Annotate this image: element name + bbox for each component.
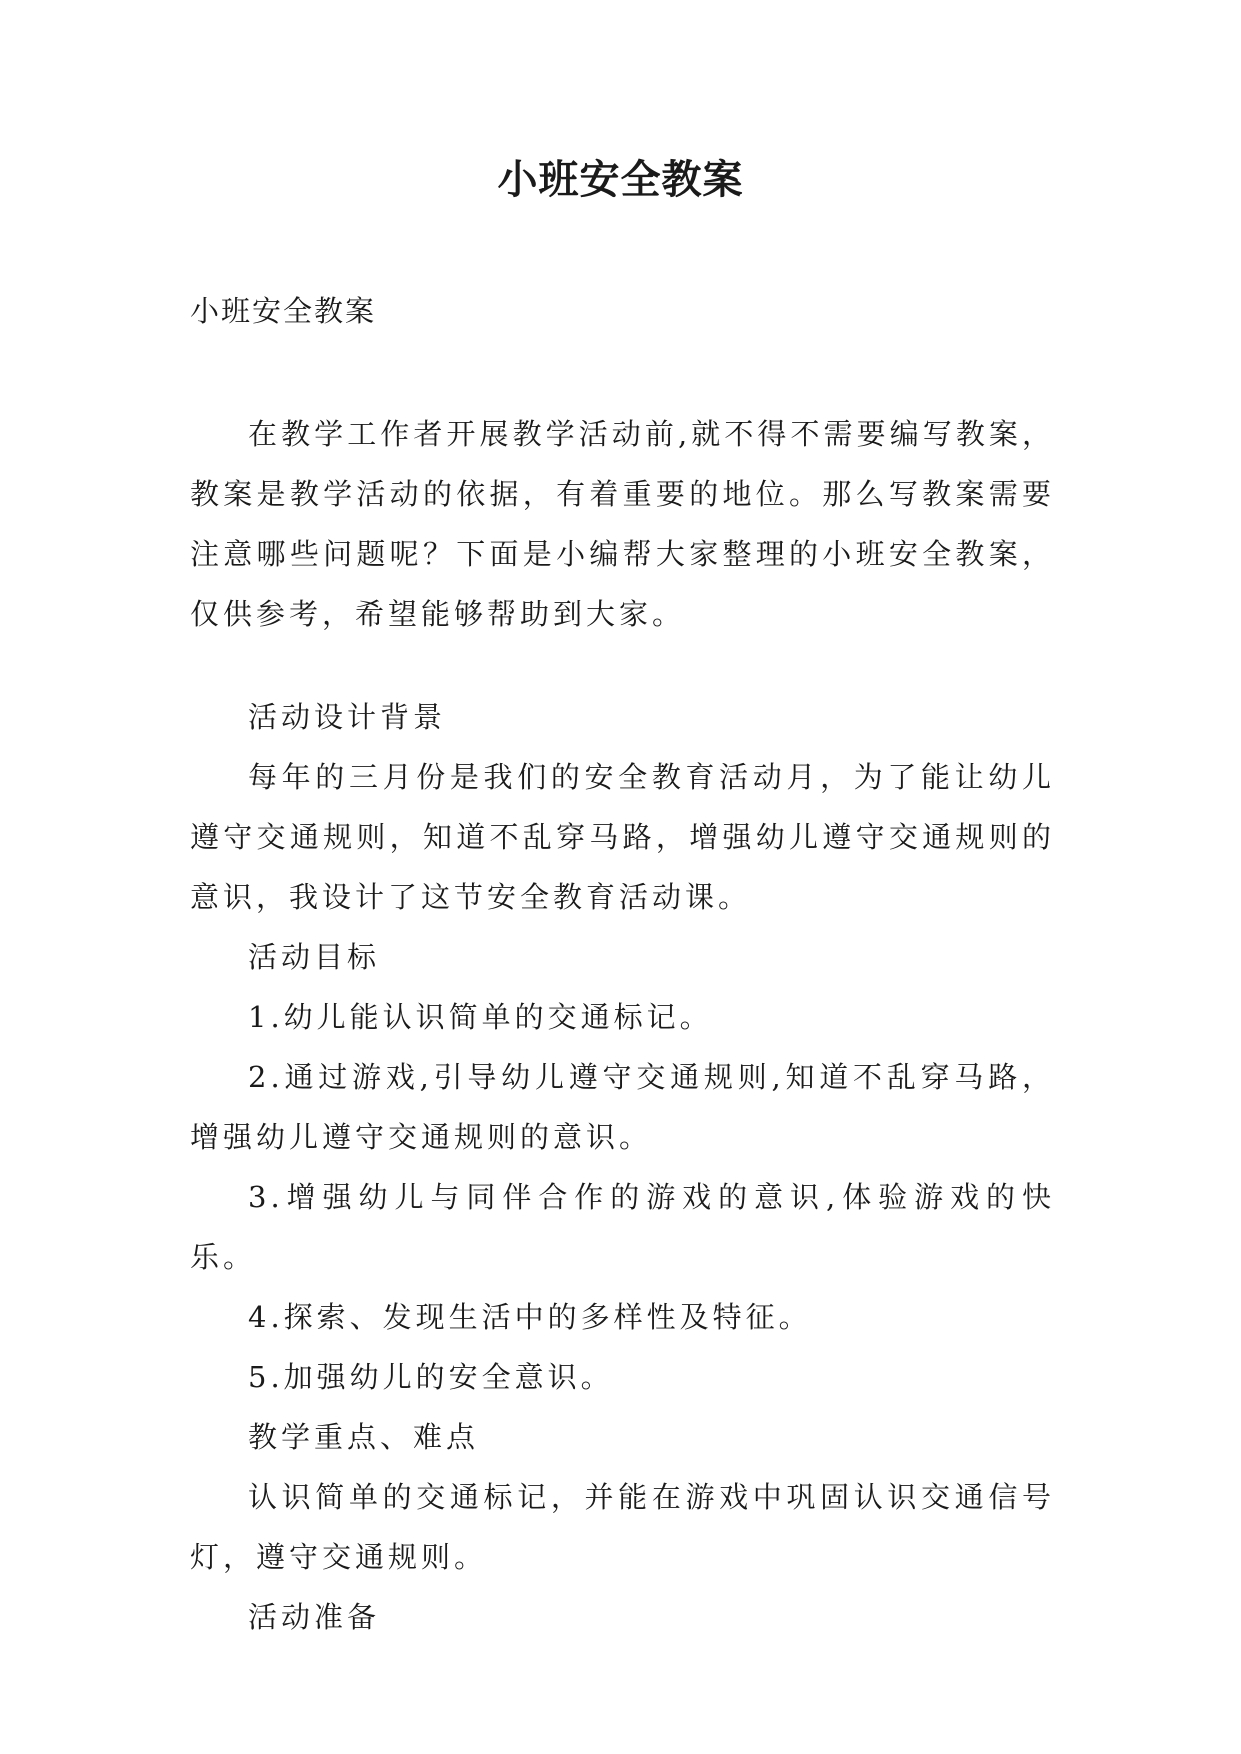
heading-preparation: 活动准备 [248,1600,381,1634]
intro-paragraph: 在教学工作者开展教学活动前,就不得不需要编写教案，教案是教学活动的依据，有着重要的地位。那么写教案需要注意哪些问题呢？下面是小编帮大家整理的小班安全教案，仅供参考，希望能够帮助到大家。 [190,417,1055,631]
paragraph-key-points: 认识简单的交通标记，并能在游戏中巩固认识交通信号灯，遵守交通规则。 [190,1480,1055,1574]
intro-block [190,404,1055,644]
objective-item-4: 4.探索、发现生活中的多样性及特征。 [248,1300,812,1334]
heading-background: 活动设计背景 [248,700,447,734]
objective-item-2: 2.通过游戏,引导幼儿遵守交通规则,知道不乱穿马路，增强幼儿遵守交通规则的意识。 [190,1060,1055,1154]
document-title: 小班安全教案 [497,156,744,203]
document-label: 小班安全教案 [190,294,377,328]
objective-item-1: 1.幼儿能认识简单的交通标记。 [248,1000,713,1034]
heading-objectives: 活动目标 [248,940,381,974]
heading-key-points: 教学重点、难点 [248,1420,480,1454]
objective-item-3: 3.增强幼儿与同伴合作的游戏的意识,体验游戏的快乐。 [190,1180,1055,1274]
objective-item-5: 5.加强幼儿的安全意识。 [248,1360,614,1394]
paragraph-background: 每年的三月份是我们的安全教育活动月，为了能让幼儿遵守交通规则，知道不乱穿马路，增强幼儿遵守交通规则的意识，我设计了这节安全教育活动课。 [190,760,1055,914]
content-block [190,687,1055,1647]
